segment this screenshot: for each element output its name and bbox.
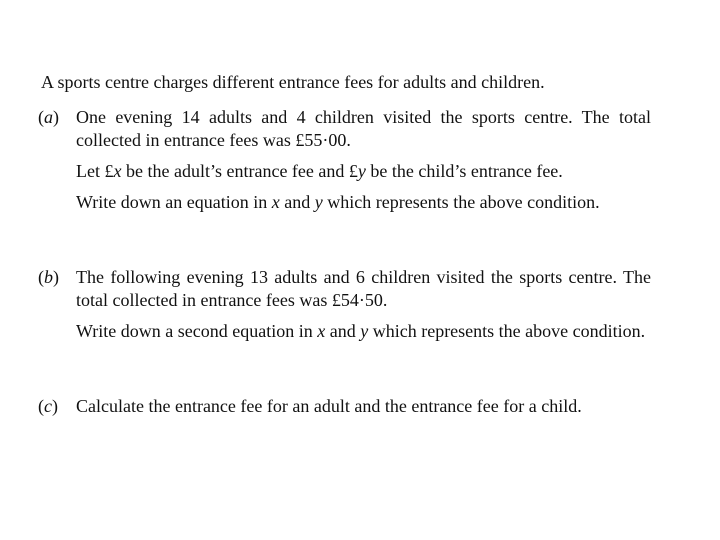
part-c-paragraph-1: Calculate the entrance fee for an adult and the entrance fee for a child. <box>76 396 582 416</box>
part-b-label: (b) <box>38 267 59 287</box>
part-a-paragraph-1: One evening 14 adults and 4 children visited the sports centre. The total collected in entrance fees was £55·00. <box>76 107 651 150</box>
part-b-body <box>76 266 651 351</box>
part-c-label: (c) <box>38 396 58 416</box>
part-a-paragraph-3: Write down an equation in x and y which represents the above condition. <box>76 192 600 212</box>
part-b-paragraph-2: Write down a second equation in x and y which represents the above condition. <box>76 321 646 341</box>
part-a-paragraph-2: Let £x be the adult’s entrance fee and £y be the child’s entrance fee. <box>76 161 563 181</box>
part-a-label: (a) <box>38 107 59 127</box>
part-a-body <box>76 106 651 222</box>
question-intro: A sports centre charges different entrance fees for adults and children. <box>41 72 545 92</box>
part-c-body <box>76 395 651 426</box>
part-b-paragraph-1: The following evening 13 adults and 6 children visited the sports centre. The total collected in entrance fees was £54·50. <box>76 267 651 310</box>
